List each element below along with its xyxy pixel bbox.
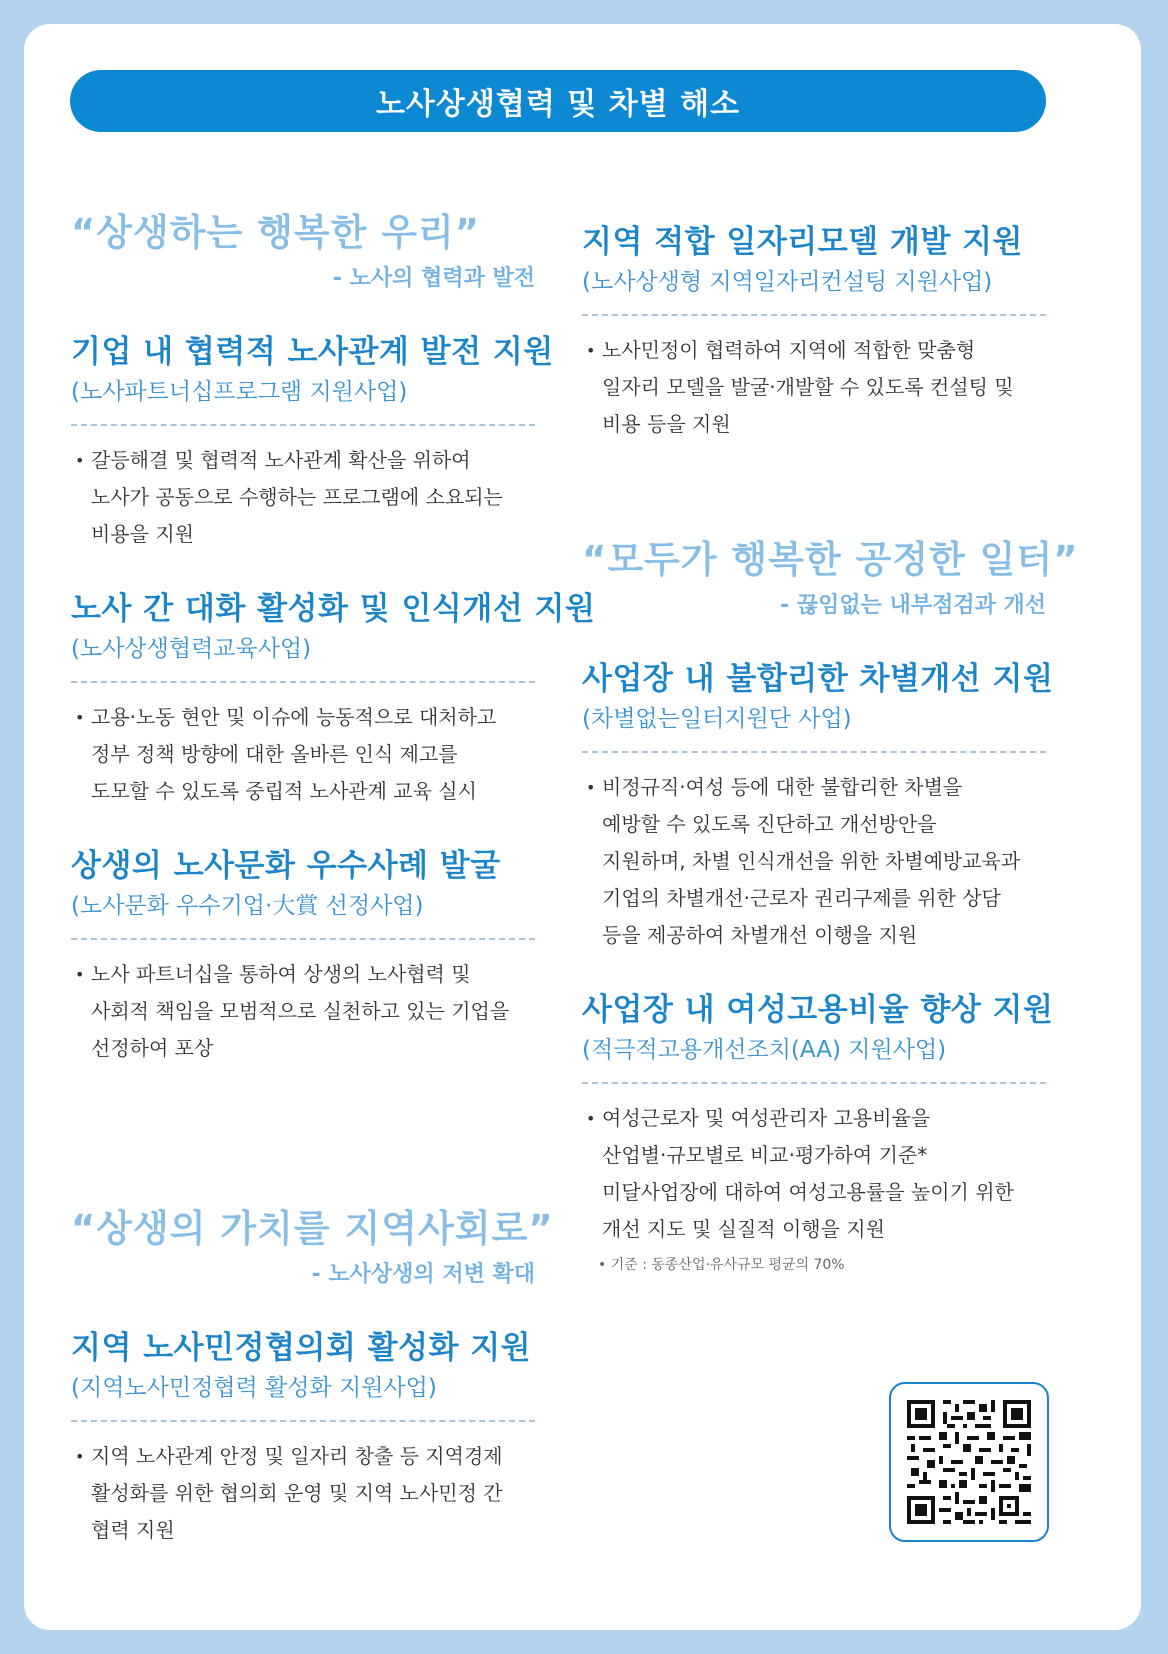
bullet-line: 지원하며, 차별 인식개선을 위한 차별예방교육과 [602, 849, 1021, 873]
section-title: 기업 내 협력적 노사관계 발전 지원 [71, 334, 554, 370]
bullet-icon: • [586, 778, 596, 797]
right-column-lower [582, 537, 1079, 1274]
bullet-item [71, 699, 535, 810]
section-title: 지역 적합 일자리모델 개발 지원 [582, 224, 1023, 260]
footnote: • 기준 : 동종산업·유사규모 평균의 70% [598, 1257, 845, 1273]
bullet-line: 고용·노동 현안 및 이슈에 능동적으로 대처하고 [91, 705, 497, 729]
left-column-lower [71, 1206, 554, 1549]
section-subtitle: (노사상생형 지역일자리컨설팅 지원사업) [582, 266, 1046, 316]
section-title: 노사 간 대화 활성화 및 인식개선 지원 [71, 591, 596, 627]
bullet-line: 도모할 수 있도록 중립적 노사관계 교육 실시 [91, 779, 477, 803]
bullet-item [71, 442, 535, 553]
section-block [71, 846, 535, 1067]
bullet-icon: • [586, 1109, 596, 1128]
bullet-line: 개선 지도 및 실질적 이행을 지원 [602, 1217, 885, 1241]
quote-heading: “상생하는 행복한 우리” [71, 211, 481, 254]
section-subtitle: (노사문화 우수기업·大賞 선정사업) [71, 890, 535, 940]
bullet-line: 미달사업장에 대하여 여성고용률을 높이기 위한 [602, 1180, 1014, 1204]
bullet-line: 사회적 책임을 모범적으로 실천하고 있는 기업을 [91, 999, 510, 1023]
bullet-line: 등을 제공하여 차별개선 이행을 지원 [602, 923, 918, 947]
section-subtitle: (차별없는일터지원단 사업) [582, 703, 1046, 753]
bullet-line: 산업별·규모별로 비교·평가하여 기준* [602, 1143, 928, 1167]
bullet-line: 갈등해결 및 협력적 노사관계 확산을 위하여 [91, 448, 471, 472]
section-block [582, 990, 1054, 1274]
bullet-line: 비용을 지원 [91, 522, 194, 546]
bullet-line: 기업의 차별개선·근로자 권리구제를 위한 상담 [602, 886, 1001, 910]
section-title: 사업장 내 불합리한 차별개선 지원 [582, 661, 1054, 697]
page-title: 노사상생협력 및 차별 해소 [375, 87, 741, 122]
section-subtitle: (노사파트너십프로그램 지원사업) [71, 376, 535, 426]
bullet-icon: • [586, 341, 596, 360]
bullet-line: 노사가 공동으로 수행하는 프로그램에 소요되는 [91, 485, 503, 509]
bullet-line: 비정규직·여성 등에 대한 불합리한 차별을 [602, 775, 963, 799]
quote-heading: “모두가 행복한 공정한 일터” [582, 538, 1079, 581]
section-subtitle: (적극적고용개선조치(AA) 지원사업) [582, 1034, 1046, 1084]
bullet-icon: • [75, 1447, 85, 1466]
right-column [582, 222, 1046, 443]
bullet-line: 정부 정책 방향에 대한 올바른 인식 제고를 [91, 742, 458, 766]
quote-heading: “상생의 가치를 지역사회로” [71, 1207, 554, 1250]
left-column [71, 210, 596, 1067]
bullet-icon: • [75, 451, 85, 470]
bullet-item [71, 1438, 535, 1549]
bullet-line: 여성근로자 및 여성관리자 고용비율을 [602, 1106, 931, 1130]
bullet-item [582, 1100, 1046, 1248]
section-block [71, 332, 554, 553]
quote-subheading: - 노사상생의 저변 확대 [311, 1262, 535, 1287]
bullet-icon: • [75, 708, 85, 727]
section-subtitle: (노사상생협력교육사업) [71, 633, 535, 683]
qr-code-link[interactable] [889, 1382, 1049, 1542]
bullet-line: 비용 등을 지원 [602, 412, 731, 436]
section-block [71, 1328, 535, 1549]
bullet-line: 지역 노사관계 안정 및 일자리 창출 등 지역경제 [91, 1444, 503, 1468]
quote-subheading: - 끊임없는 내부점검과 개선 [780, 593, 1046, 618]
section-block [71, 589, 596, 810]
bullet-line: 협력 지원 [91, 1518, 175, 1542]
quote-subheading: - 노사의 협력과 발전 [332, 266, 535, 291]
section-block [582, 659, 1054, 954]
bullet-item [582, 769, 1046, 954]
bullet-icon: • [75, 965, 85, 984]
bullet-line: 일자리 모델을 발굴·개발할 수 있도록 컨설팅 및 [602, 375, 1014, 399]
bullet-line: 선정하여 포상 [91, 1036, 214, 1060]
bullet-line: 노사 파트너십을 통하여 상생의 노사협력 및 [91, 962, 471, 986]
qr-code-icon [903, 1396, 1035, 1528]
section-block [582, 222, 1046, 443]
bullet-item [582, 332, 1046, 443]
bullet-line: 노사민정이 협력하여 지역에 적합한 맞춤형 [602, 338, 976, 362]
bullet-line: 예방할 수 있도록 진단하고 개선방안을 [602, 812, 937, 836]
section-title: 지역 노사민정협의회 활성화 지원 [71, 1330, 532, 1366]
page-title-banner [70, 70, 1046, 132]
section-subtitle: (지역노사민정협력 활성화 지원사업) [71, 1372, 535, 1422]
section-title: 사업장 내 여성고용비율 향상 지원 [582, 992, 1054, 1028]
section-title: 상생의 노사문화 우수사례 발굴 [71, 848, 501, 884]
bullet-line: 활성화를 위한 협의회 운영 및 지역 노사민정 간 [91, 1481, 503, 1505]
bullet-item [71, 956, 535, 1067]
